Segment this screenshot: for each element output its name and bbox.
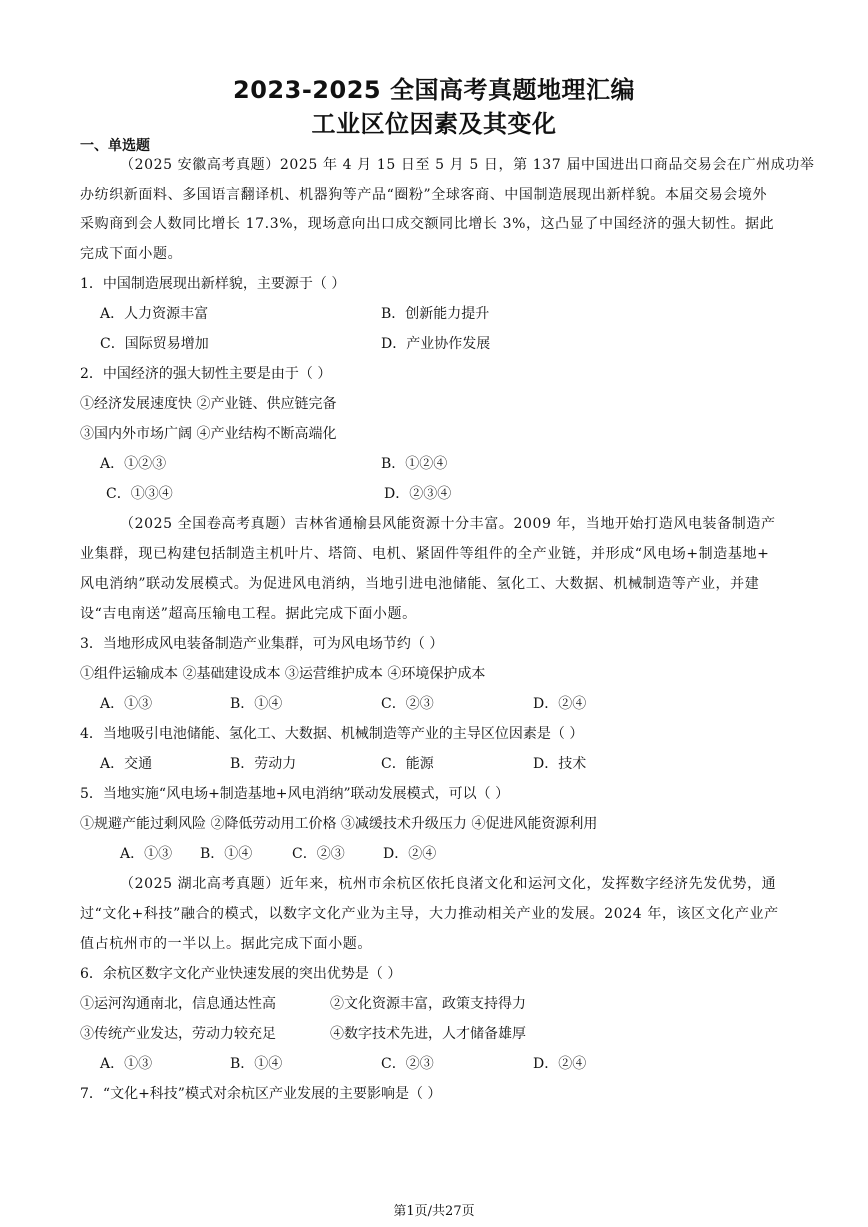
q2-option-a: A．①②③ <box>100 456 167 472</box>
document-title: 2023-2025 全国高考真题地理汇编 <box>233 76 635 104</box>
q1-option-b: B．创新能力提升 <box>381 306 490 322</box>
q2-option-d: D．②③④ <box>384 486 452 502</box>
q4-option-a: A．交通 <box>100 756 153 772</box>
passage1-line: （2025 安徽高考真题）2025 年 4 月 15 日至 5 月 5 日，第 137 届中国进出口商品交易会在广州成功举 <box>120 157 815 173</box>
question-6-stem: 6．余杭区数字文化产业快速发展的突出优势是（ ） <box>80 966 402 982</box>
passage3-line: 值占杭州市的一半以上。据此完成下面小题。 <box>80 936 372 952</box>
passage1-line: 采购商到会人数同比增长 17.3%，现场意向出口成交额同比增长 3%，这凸显了中国经济的强大韧性。据此 <box>80 216 775 232</box>
q6-option-b: B．①④ <box>230 1056 283 1072</box>
q3-option-a: A．①③ <box>100 696 153 712</box>
q6-item-1: ①运河沟通南北，信息通达性高 <box>80 996 276 1012</box>
question-5-stem: 5．当地实施“风电场+制造基地+风电消纳”联动发展模式，可以（ ） <box>80 786 510 802</box>
question-7-stem: 7．“文化+科技”模式对余杭区产业发展的主要影响是（ ） <box>80 1086 442 1102</box>
passage1-line: 完成下面小题。 <box>80 246 183 262</box>
q3-option-d: D．②④ <box>533 696 587 712</box>
q5-option-a: A．①③ <box>120 846 173 862</box>
q3-option-b: B．①④ <box>230 696 283 712</box>
q4-option-c: C．能源 <box>381 756 434 772</box>
q2-items-line: ③国内外市场广阔 ④产业结构不断高端化 <box>80 426 337 442</box>
passage2-line: 风电消纳”联动发展模式。为促进风电消纳，当地引进电池储能、氢化工、大数据、机械制造等产业，并建 <box>80 576 760 592</box>
q6-option-d: D．②④ <box>533 1056 587 1072</box>
q5-option-c: C．②③ <box>292 846 345 862</box>
q6-item-3: ③传统产业发达，劳动力较充足 <box>80 1026 276 1042</box>
question-4-stem: 4．当地吸引电池储能、氢化工、大数据、机械制造等产业的主导区位因素是（ ） <box>80 726 584 742</box>
q6-option-a: A．①③ <box>100 1056 153 1072</box>
q5-option-b: B．①④ <box>200 846 253 862</box>
q3-items-line: ①组件运输成本 ②基础建设成本 ③运营维护成本 ④环境保护成本 <box>80 666 486 682</box>
passage2-line: 设“吉电南送”超高压输电工程。据此完成下面小题。 <box>80 606 417 622</box>
passage1-line: 办纺织新面料、多国语言翻译机、机器狗等产品“圈粉”全球客商、中国制造展现出新样貌。本届交易会境外 <box>80 187 768 203</box>
q5-items-line: ①规避产能过剩风险 ②降低劳动用工价格 ③减缓技术升级压力 ④促进风能资源利用 <box>80 816 598 832</box>
q6-option-c: C．②③ <box>381 1056 434 1072</box>
question-2-stem: 2．中国经济的强大韧性主要是由于（ ） <box>80 366 332 382</box>
q4-option-d: D．技术 <box>533 756 587 772</box>
page-footer: 第1页/共27页 <box>393 1204 475 1219</box>
q6-item-4: ④数字技术先进，人才储备雄厚 <box>330 1026 526 1042</box>
passage3-line: 过“文化+科技”融合的模式，以数字文化产业为主导，大力推动相关产业的发展。2024 年，该区文化产业产 <box>80 906 779 922</box>
q5-option-d: D．②④ <box>383 846 437 862</box>
q6-item-2: ②文化资源丰富，政策支持得力 <box>330 996 526 1012</box>
q1-option-a: A．人力资源丰富 <box>100 306 209 322</box>
question-1-stem: 1．中国制造展现出新样貌，主要源于（ ） <box>80 276 346 292</box>
q3-option-c: C．②③ <box>381 696 434 712</box>
q1-option-d: D．产业协作发展 <box>381 336 491 352</box>
question-3-stem: 3．当地形成风电装备制造产业集群，可为风电场节约（ ） <box>80 636 444 652</box>
q2-option-c: C．①③④ <box>106 486 173 502</box>
q4-option-b: B．劳动力 <box>230 756 297 772</box>
section-heading: 一、单选题 <box>80 138 150 154</box>
passage2-line: （2025 全国卷高考真题）吉林省通榆县风能资源十分丰富。2009 年，当地开始打造风电装备制造产 <box>120 516 776 532</box>
passage2-line: 业集群，现已构建包括制造主机叶片、塔筒、电机、紧固件等组件的全产业链，并形成“风电场+制造基地+ <box>80 546 770 562</box>
q2-option-b: B．①②④ <box>381 456 448 472</box>
q1-option-c: C．国际贸易增加 <box>100 336 209 352</box>
passage3-line: （2025 湖北高考真题）近年来，杭州市余杭区依托良渚文化和运河文化，发挥数字经济先发优势，通 <box>120 876 777 892</box>
document-subtitle: 工业区位因素及其变化 <box>311 110 557 138</box>
q2-items-line: ①经济发展速度快 ②产业链、供应链完备 <box>80 396 337 412</box>
